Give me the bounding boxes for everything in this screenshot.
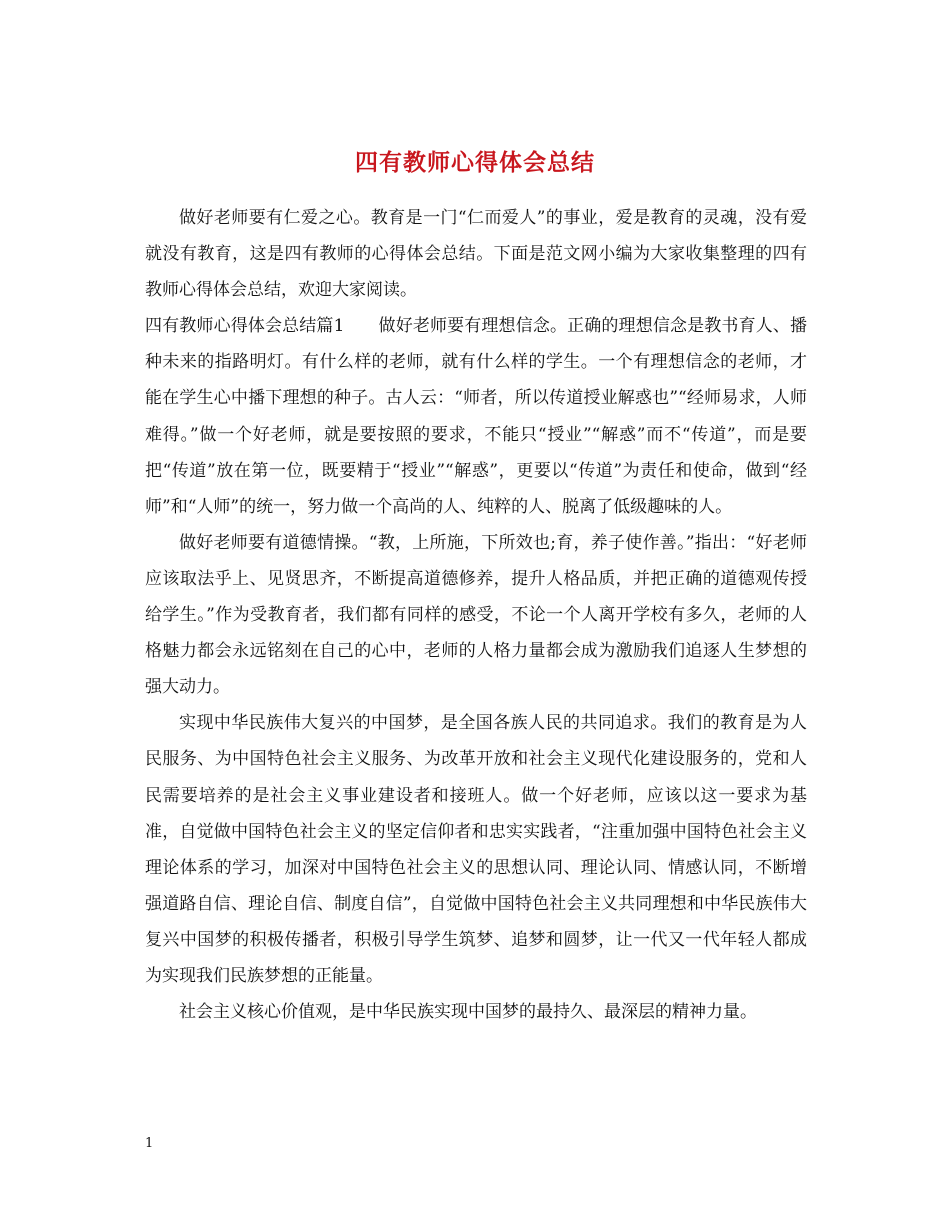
body-paragraph-2: 实现中华民族伟大复兴的中国梦，是全国各族人民的共同追求。我们的教育是为人民服务、为中国特色社会主义服务、为改革开放和社会主义现代化建设服务的，党和人民需要培养的是社会主义事业建设者和接班人。做一个好老师，应该以这一要求为基准，自觉做中国特色社会主义的坚定信仰者和忠实实践者，“注重加强中国特色社会主义理论体系的学习，加深对中国特色社会主义的思想认同、理论认同、情感认同，不断增强道路自信、理论自信、制度自信”，自觉做中国特色社会主义共同理想和中华民族伟大复兴中国梦的积极传播者，积极引导学生筑梦、追梦和圆梦，让一代又一代年轻人都成为实现我们民族梦想的正能量。 [145,713,807,986]
page-number: 1 [145,1136,154,1151]
body-paragraph-1: 做好老师要有道德情操。“教，上所施，下所效也;育，养子使作善。”指出：“好老师应该取法乎上、见贤思齐，不断提高道德修养，提升人格品质，并把正确的道德观传授给学生。”作为受教育者，我们都有同样的感受，不论一个人离开学校有多久，老师的人格魅力都会永远铭刻在自己的心中，老师的人格力量都会成为激励我们追逐人生梦想的强大动力。 [145,532,807,698]
document-body [145,200,807,1030]
document-title: 四有教师心得体会总结 [355,149,595,177]
section-heading: 四有教师心得体会总结篇1 [145,316,345,337]
body-paragraph-3: 社会主义核心价值观，是中华民族实现中国梦的最持久、最深层的精神力量。 [179,1002,757,1023]
section-paragraph [145,308,807,525]
intro-paragraph: 做好老师要有仁爱之心。教育是一门“仁而爱人”的事业，爱是教育的灵魂，没有爱就没有教育，这是四有教师的心得体会总结。下面是范文网小编为大家收集整理的四有教师心得体会总结，欢迎大家阅读。 [145,208,807,301]
section-first-text: 做好老师要有理想信念。正确的理想信念是教书育人、播种未来的指路明灯。有什么样的老师，就有什么样的学生。一个有理想信念的老师，才能在学生心中播下理想的种子。古人云：“师者，所以传道授业解惑也”“经师易求，人师难得。”做一个好老师，就是要按照的要求，不能只“授业”“解惑”而不“传道”，而是要把“传道”放在第一位，既要精于“授业”“解惑”，更要以“传道”为责任和使命，做到“经师”和“人师”的统一，努力做一个高尚的人、纯粹的人、脱离了低级趣味的人。 [145,316,807,517]
